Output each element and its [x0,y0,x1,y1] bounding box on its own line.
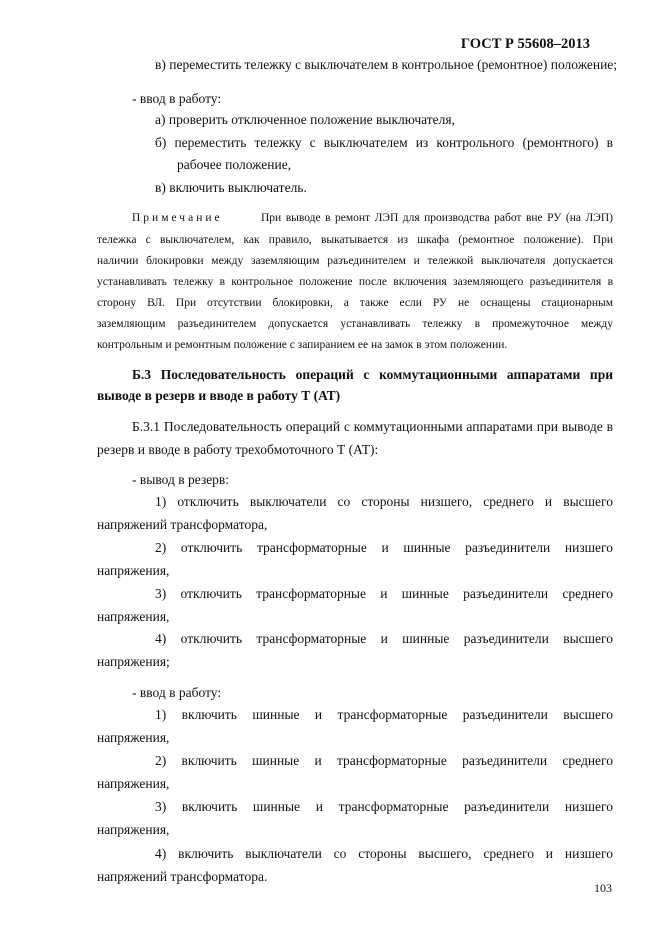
list-intro: - вывод в резерв: [132,472,230,487]
paragraph-line: Б.3.1 Последовательность операций с коммутационными аппаратами при выводе в [132,419,613,434]
list-item: 3) включить шинные и трансформаторные разъединители низшего [155,799,613,814]
section-heading: Б.3 Последовательность операций с коммутационными аппаратами при [132,367,613,382]
note-line: устанавливать тележку в контрольное положение после включения заземляющего разъединителя в [97,276,613,288]
list-item: 1) отключить выключатели со стороны низшего, среднего и высшего [155,494,613,509]
list-item: 4) включить выключатели со стороны высшего, среднего и низшего [155,846,613,861]
note-label: Примечание [132,212,223,224]
list-item-continuation: напряжения, [97,563,170,578]
paragraph-line: резерв и вводе в работу трехобмоточного Т (АТ): [97,442,379,457]
note-line: При выводе в ремонт ЛЭП для производства работ вне РУ (на ЛЭП) [261,212,613,224]
list-item-continuation: напряжения, [97,776,170,791]
text-line: а) проверить отключенное положение выключателя, [155,112,455,127]
note-line: заземляющим разъединителем допускается устанавливать тележку в промежуточное между [97,318,613,330]
text-line: рабочее положение, [177,157,292,172]
note-line: контрольным и ремонтным положение с запиранием ее на замок в этом положении. [97,339,508,351]
list-item-continuation: напряжения, [97,609,170,624]
list-item-continuation: напряжения, [97,822,170,837]
note-line: тележка с выключателем, как правило, выкатывается из шкафа (ремонтное положение). При [97,234,613,246]
list-item: 2) отключить трансформаторные и шинные разъединители низшего [155,540,613,555]
text-line: - ввод в работу: [132,91,222,106]
list-item-continuation: напряжений трансформатора. [97,869,268,884]
section-heading: выводе в резерв и вводе в работу Т (АТ) [97,388,341,403]
list-item: 2) включить шинные и трансформаторные разъединители среднего [155,753,613,768]
text-line: в) переместить тележку с выключателем в контрольное (ремонтное) положение; [155,57,618,72]
page-number: 103 [594,881,612,895]
text-line: в) включить выключатель. [155,180,307,195]
document-code-header: ГОСТ Р 55608–2013 [460,36,590,52]
list-item-continuation: напряжения; [97,654,170,669]
note-line: сторону ВЛ. При отсутствии блокировки, а также если РУ не оснащены стационарным [97,297,613,309]
note-line: наличии блокировки между заземляющим разъединителем и тележкой выключателя допускается [97,255,613,267]
list-item-continuation: напряжений трансформатора, [97,517,268,532]
list-intro: - ввод в работу: [132,685,222,700]
list-item: 3) отключить трансформаторные и шинные разъединители среднего [155,586,613,601]
text-line: б) переместить тележку с выключателем из контрольного (ремонтного) в [155,135,613,150]
list-item: 1) включить шинные и трансформаторные разъединители высшего [155,707,613,722]
list-item: 4) отключить трансформаторные и шинные разъединители высшего [155,631,613,646]
list-item-continuation: напряжения, [97,730,170,745]
